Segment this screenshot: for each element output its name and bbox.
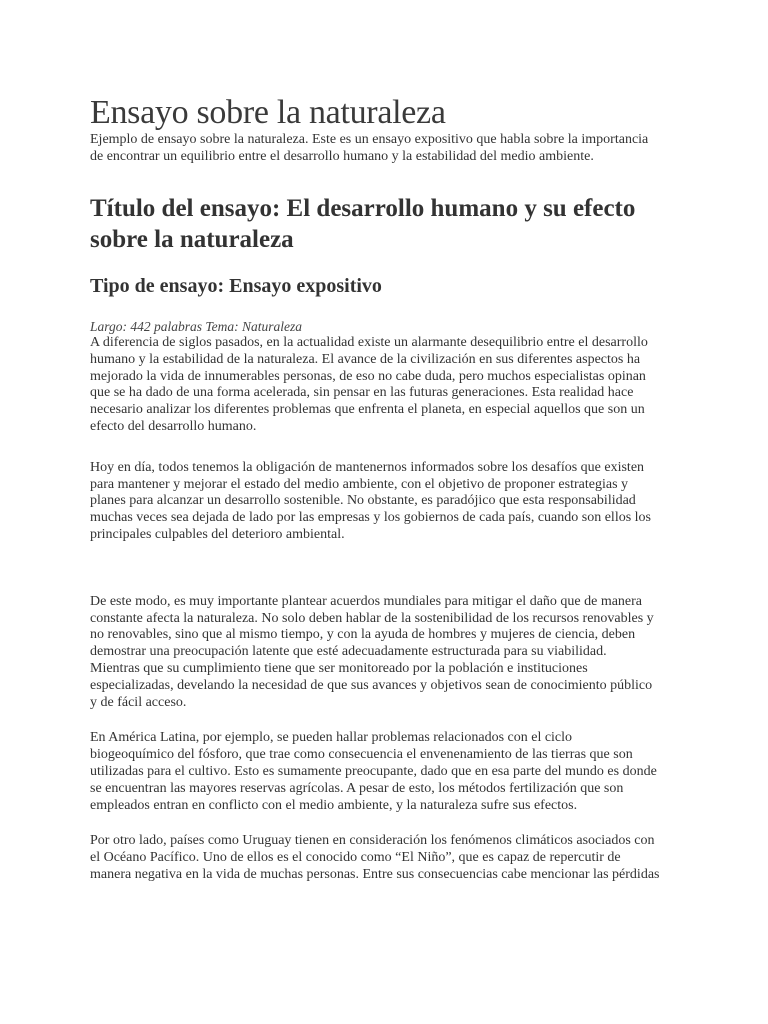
document-subtitle: Ejemplo de ensayo sobre la naturaleza. Este es un ensayo expositivo que habla sobre la importancia de encontrar un equilibrio entre el desarrollo humano y la estabilidad del medio ambiente. <box>90 132 649 164</box>
paragraph-2: Hoy en día, todos tenemos la obligación de mantenernos informados sobre los desafíos que existen para mantener y mejorar el estado del medio ambiente, con el objetivo de proponer estrategias y planes para alcanzar un desarrollo sostenible. No obstante, es paradójico que esta responsabilidad muchas veces sea dejada de lado por las empresas y los gobiernos de cada país, cuando son ellos los principales culpables del deterioro ambiental. <box>90 459 651 542</box>
document-title: Ensayo sobre la naturaleza <box>90 94 446 131</box>
paragraph-5: Por otro lado, países como Uruguay tienen en consideración los fenómenos climáticos asociados con el Océano Pacífico. Uno de ellos es el conocido como “El Niño”, que es capaz de repercutir de manera negativa en la vida de muchas personas. Entre sus consecuencias cabe mencionar las pérdidas <box>90 833 660 882</box>
document-page <box>90 94 690 884</box>
paragraph-1: A diferencia de siglos pasados, en la actualidad existe un alarmante desequilibrio entre el desarrollo humano y la estabilidad de la naturaleza. El avance de la civilización en sus diferentes aspectos ha mejorado la vida de innumerables personas, de eso no cabe duda, pero muchos especialistas opinan que se ha dado de una forma acelerada, sin pensar en las futuras generaciones. Esta realidad hace necesario analizar los diferentes problemas que enfrenta el planeta, en especial aquellos que son un efecto del desarrollo humano. <box>90 335 648 434</box>
essay-title-heading: Título del ensayo: El desarrollo humano y su efecto sobre la naturaleza <box>90 195 636 253</box>
essay-type-heading: Tipo de ensayo: Ensayo expositivo <box>90 275 382 297</box>
paragraph-3: De este modo, es muy importante plantear acuerdos mundiales para mitigar el daño que de manera constante afecta la naturaleza. No solo deben hablar de la sostenibilidad de los recursos renovables y no renovables, sino que al mismo tiempo, y con la ayuda de hombres y mujeres de ciencia, deben demostrar una preocupación latente que esté adecuadamente estructurada para su viabilidad. Mientras que su cumplimiento tiene que ser monitoreado por la población e instituciones especializadas, develando la necesidad de que sus avances y objetivos sean de conocimiento público y de fácil acceso. <box>90 593 654 710</box>
paragraph-4: En América Latina, por ejemplo, se pueden hallar problemas relacionados con el ciclo biogeoquímico del fósforo, que trae como consecuencia el envenenamiento de las tierras que son utilizadas para el cultivo. Esto es sumamente preocupante, dado que en esa parte del mundo es donde se encuentran las mayores reservas agrícolas. A pesar de esto, los métodos fertilización que son empleados entran en conflicto con el medio ambiente, y la naturaleza sufre sus efectos. <box>90 730 657 813</box>
essay-meta: Largo: 442 palabras Tema: Naturaleza <box>90 319 303 334</box>
